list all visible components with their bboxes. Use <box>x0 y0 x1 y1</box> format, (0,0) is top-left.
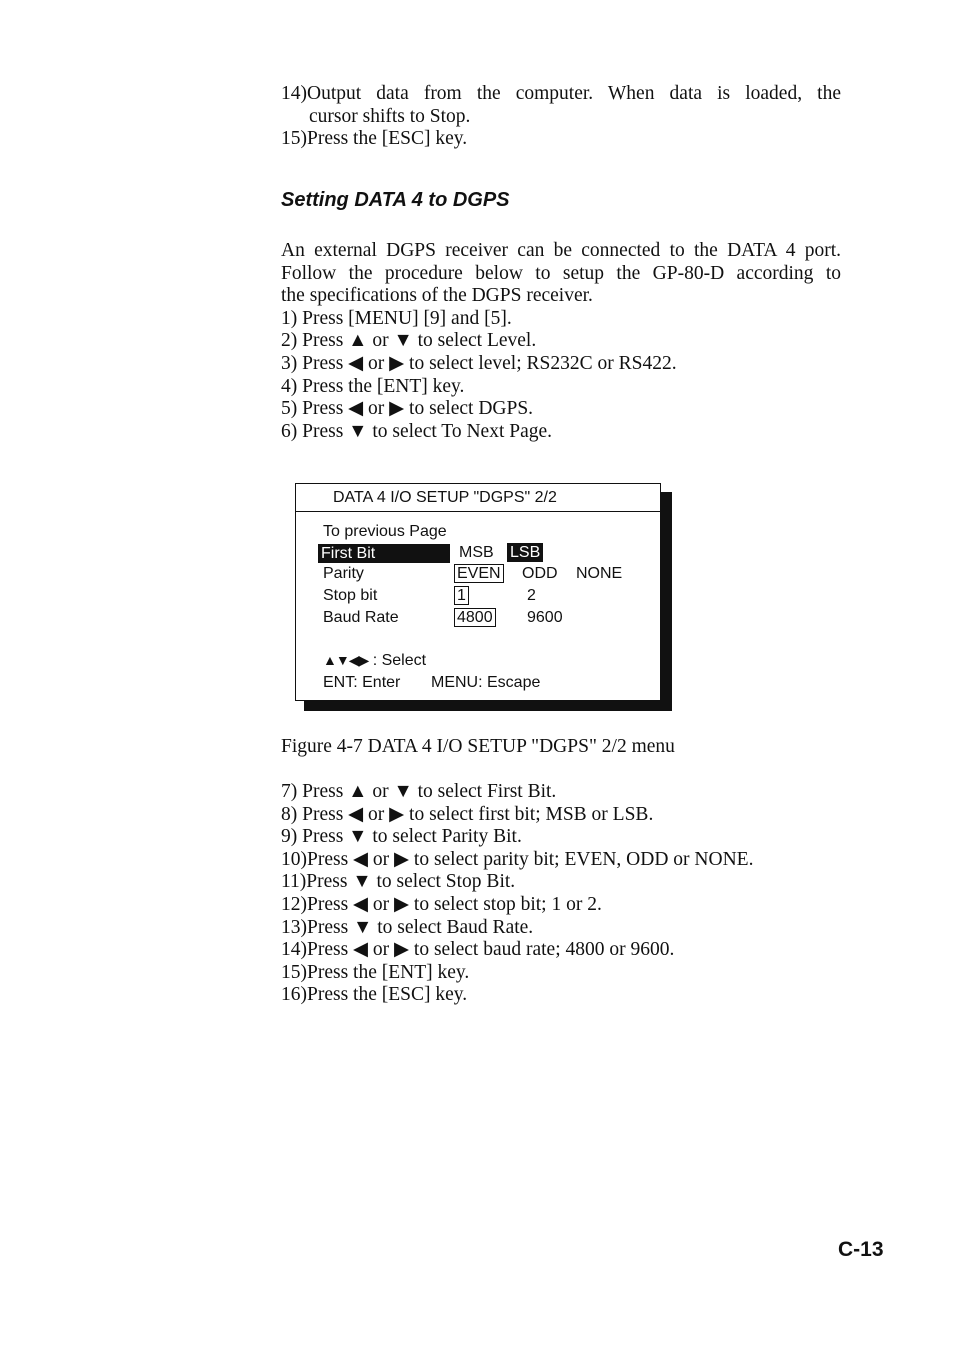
section-heading: Setting DATA 4 to DGPS <box>281 189 510 211</box>
stop-bit-2: 2 <box>527 587 536 604</box>
step-list-item: 16)Press the [ESC] key. <box>281 984 468 1006</box>
figure-caption: Figure 4-7 DATA 4 I/O SETUP "DGPS" 2/2 menu <box>281 736 675 757</box>
menu-baud-rate-label: Baud Rate <box>323 609 399 626</box>
escape-hint: MENU: Escape <box>431 674 541 691</box>
step-14-line2: cursor shifts to Stop. <box>309 105 471 127</box>
step-list-item: 11)Press ▼ to select Stop Bit. <box>281 871 516 893</box>
step-list-item: 7) Press ▲ or ▼ to select First Bit. <box>281 781 557 802</box>
step-list-item: 15)Press the [ENT] key. <box>281 961 470 983</box>
step-list-item: 9) Press ▼ to select Parity Bit. <box>281 826 522 848</box>
step-list-item: 4) Press the [ENT] key. <box>281 375 465 397</box>
step-list-item: 6) Press ▼ to select To Next Page. <box>281 420 553 442</box>
first-bit-msb: MSB <box>459 544 494 561</box>
intro-steps <box>281 83 841 151</box>
para-line-1: An external DGPS receiver can be connected to the DATA 4 port. <box>281 240 841 261</box>
arrow-keys-icon: ▲▼◀▶ <box>323 652 369 668</box>
select-hint-text: : Select <box>368 652 427 669</box>
baud-9600: 9600 <box>527 609 563 626</box>
screen-title-bar <box>296 484 660 512</box>
para-line-3: the specifications of the DGPS receiver. <box>281 285 593 307</box>
page-number: C-13 <box>838 1238 884 1261</box>
baud-4800-selected: 4800 <box>454 608 496 627</box>
enter-hint: ENT: Enter <box>323 674 401 691</box>
step-14-line1: 14)Output data from the computer. When data is loaded, the <box>281 83 841 104</box>
steps-b <box>281 781 841 1007</box>
step-list-item: 14)Press ◀ or ▶ to select baud rate; 4800 or 9600. <box>281 939 675 961</box>
parity-even-selected: EVEN <box>454 564 504 583</box>
menu-prev-page: To previous Page <box>323 523 447 540</box>
menu-first-bit-label: First Bit <box>318 544 450 563</box>
step-list-item: 3) Press ◀ or ▶ to select level; RS232C or RS422. <box>281 352 677 374</box>
setup-screen-figure <box>295 483 661 701</box>
select-hint <box>323 652 426 670</box>
step-list-item: 8) Press ◀ or ▶ to select first bit; MSB or LSB. <box>281 803 654 825</box>
para-line-2: Follow the procedure below to setup the GP-80-D according to <box>281 262 841 284</box>
menu-stop-bit-label: Stop bit <box>323 587 378 604</box>
section-body <box>281 240 841 443</box>
step-list-item: 12)Press ◀ or ▶ to select stop bit; 1 or 2. <box>281 893 602 915</box>
stop-bit-1-selected: 1 <box>454 586 469 605</box>
screen-title: DATA 4 I/O SETUP "DGPS" 2/2 <box>333 489 557 506</box>
step-list-item: 1) Press [MENU] [9] and [5]. <box>281 307 512 329</box>
step-list-item: 5) Press ◀ or ▶ to select DGPS. <box>281 398 534 420</box>
step-15: 15)Press the [ESC] key. <box>281 128 468 150</box>
menu-parity-label: Parity <box>323 565 364 582</box>
first-bit-lsb-selected: LSB <box>507 543 543 562</box>
parity-odd: ODD <box>522 565 558 582</box>
step-list-item: 10)Press ◀ or ▶ to select parity bit; EVEN, ODD or NONE. <box>281 848 754 870</box>
step-list-item: 2) Press ▲ or ▼ to select Level. <box>281 330 537 352</box>
step-list-item: 13)Press ▼ to select Baud Rate. <box>281 916 534 938</box>
parity-none: NONE <box>576 565 623 582</box>
